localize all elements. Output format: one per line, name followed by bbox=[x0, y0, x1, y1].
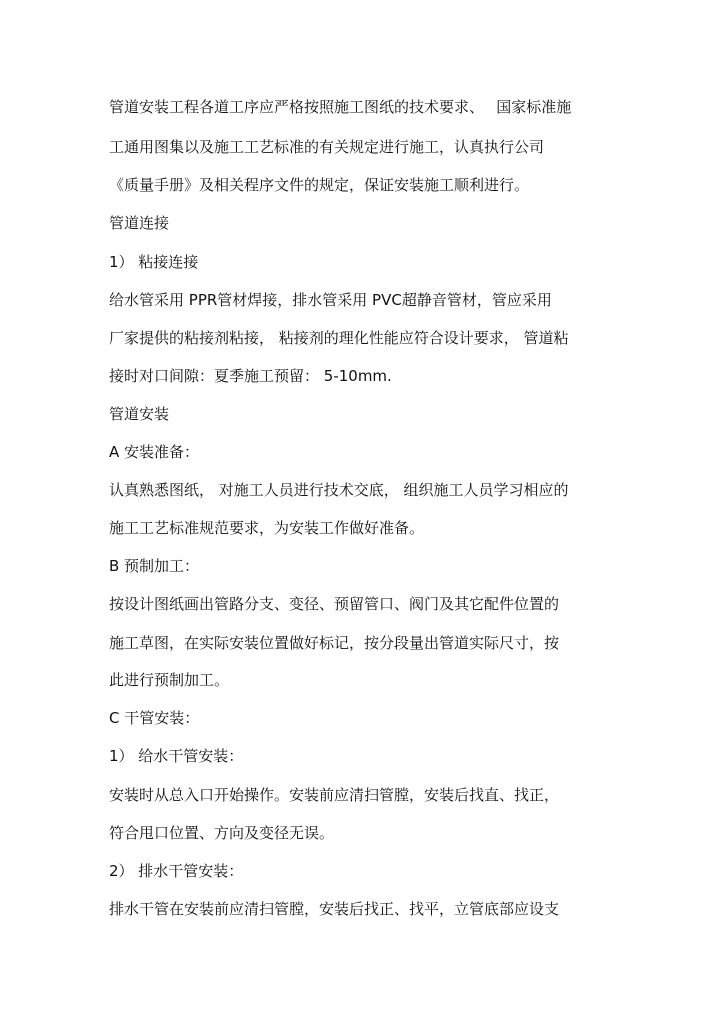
subsection-heading: B 预制加工： bbox=[109, 557, 200, 575]
text-line: 安装时从总入口开始操作。安装前应清扫管膛，安装后找直、找正， bbox=[109, 786, 560, 804]
text-line: 按设计图纸画出管路分支、变径、预留管口、阀门及其它配件位置的 bbox=[109, 595, 560, 613]
subsection-heading: 1） 给水干管安装： bbox=[109, 747, 244, 765]
section-heading: 管道连接 bbox=[109, 214, 170, 232]
text-line: 工通用图集以及施工工艺标准的有关规定进行施工，认真执行公司 bbox=[109, 138, 545, 156]
text-line: 接时对口间隙：夏季施工预留： 5-10mm. bbox=[109, 367, 392, 385]
text-line: 认真熟悉图纸， 对施工人员进行技术交底， 组织施工人员学习相应的 bbox=[109, 481, 569, 499]
text-line: 此进行预制加工。 bbox=[109, 671, 230, 689]
text-line: 符合甩口位置、方向及变径无误。 bbox=[109, 824, 335, 842]
text-line: 《质量手册》及相关程序文件的规定，保证安装施工顺利进行。 bbox=[109, 176, 530, 194]
section-heading: 管道安装 bbox=[109, 405, 170, 423]
text-line: 给水管采用 PPR管材焊接，排水管采用 PVC超静音管材，管应采用 bbox=[109, 291, 552, 309]
subsection-heading: A 安装准备： bbox=[109, 443, 200, 461]
text-line: 管道安装工程各道工序应严格按照施工图纸的技术要求、 国家标准施 bbox=[109, 98, 572, 116]
text-line: 施工工艺标准规范要求，为安装工作做好准备。 bbox=[109, 519, 425, 537]
subsection-heading: C 干管安装： bbox=[109, 709, 200, 727]
subsection-heading: 2） 排水干管安装： bbox=[109, 862, 244, 880]
text-line: 排水干管在安装前应清扫管膛，安装后找正、找平，立管底部应设支 bbox=[109, 900, 560, 918]
text-line: 施工草图，在实际安装位置做好标记，按分段量出管道实际尺寸，按 bbox=[109, 634, 560, 652]
subsection-heading: 1） 粘接连接 bbox=[109, 253, 199, 271]
text-line: 厂家提供的粘接剂粘接， 粘接剂的理化性能应符合设计要求， 管道粘 bbox=[109, 329, 569, 347]
